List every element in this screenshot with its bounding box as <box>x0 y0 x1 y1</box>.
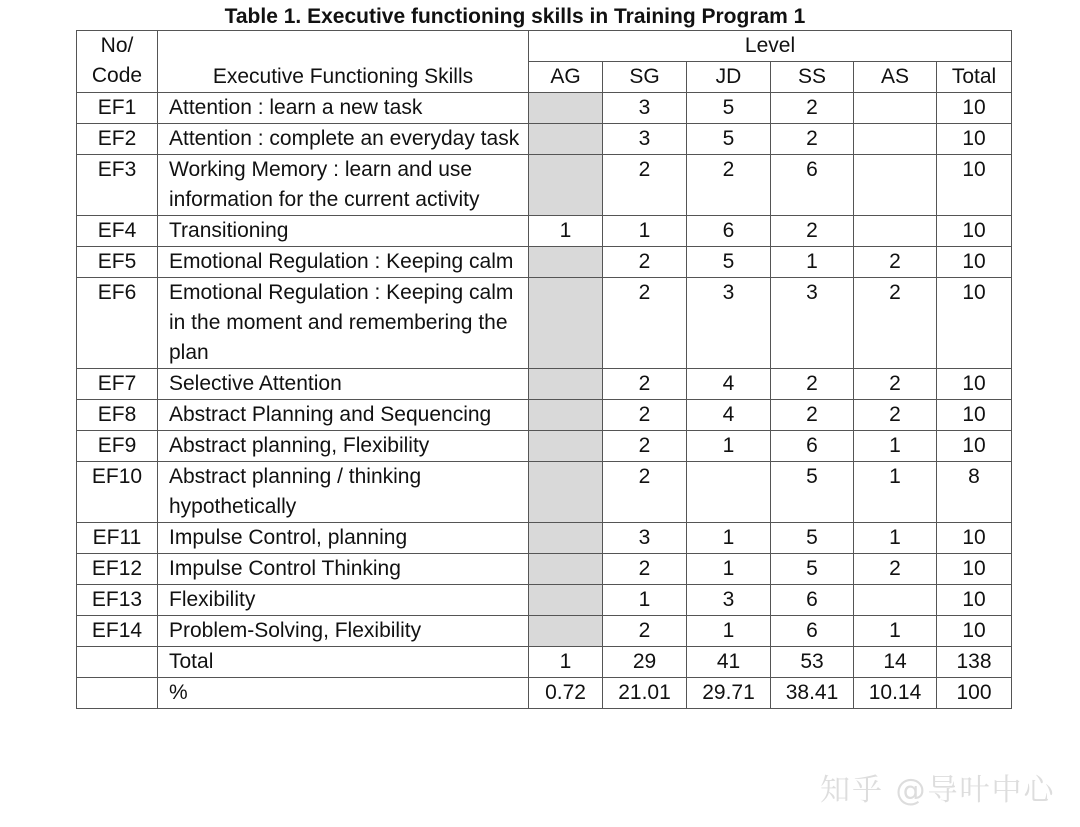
row-as-val <box>854 585 937 616</box>
row-as-val <box>854 216 937 247</box>
row-ag <box>529 400 603 431</box>
row-skill: Impulse Control, planning <box>158 523 529 554</box>
percent-jd: 29.71 <box>687 678 771 709</box>
row-total: 10 <box>937 124 1012 155</box>
row-sg: 2 <box>603 400 687 431</box>
row-as-val: 2 <box>854 247 937 278</box>
row-jd: 3 <box>687 585 771 616</box>
table-row <box>77 278 1012 369</box>
row-as-val: 1 <box>854 523 937 554</box>
table-row <box>77 523 1012 554</box>
total-row <box>77 647 1012 678</box>
header-col-ss: SS <box>771 62 854 93</box>
row-ss: 2 <box>771 216 854 247</box>
row-code: EF8 <box>77 400 158 431</box>
row-jd: 1 <box>687 616 771 647</box>
row-skill: Impulse Control Thinking <box>158 554 529 585</box>
row-skill: Attention : complete an everyday task <box>158 124 529 155</box>
row-ag <box>529 369 603 400</box>
row-ss: 3 <box>771 278 854 369</box>
total-label: Total <box>158 647 529 678</box>
row-as-val <box>854 124 937 155</box>
row-ag <box>529 93 603 124</box>
row-total: 10 <box>937 554 1012 585</box>
row-jd: 4 <box>687 369 771 400</box>
row-code: EF11 <box>77 523 158 554</box>
row-ss: 5 <box>771 554 854 585</box>
row-skill: Emotional Regulation : Keeping calm in the moment and remembering the plan <box>158 278 529 369</box>
table-row <box>77 216 1012 247</box>
row-jd: 1 <box>687 431 771 462</box>
total-jd: 41 <box>687 647 771 678</box>
header-col-jd: JD <box>687 62 771 93</box>
row-code: EF14 <box>77 616 158 647</box>
row-as-val: 2 <box>854 278 937 369</box>
row-code: EF13 <box>77 585 158 616</box>
row-jd: 5 <box>687 247 771 278</box>
row-ss: 2 <box>771 124 854 155</box>
row-total: 10 <box>937 155 1012 216</box>
row-ss: 2 <box>771 400 854 431</box>
row-jd: 2 <box>687 155 771 216</box>
row-code: EF5 <box>77 247 158 278</box>
row-total: 10 <box>937 216 1012 247</box>
row-skill: Working Memory : learn and use information for the current activity <box>158 155 529 216</box>
table-row <box>77 431 1012 462</box>
row-ss: 6 <box>771 431 854 462</box>
row-skill: Abstract planning / thinking hypothetically <box>158 462 529 523</box>
header-row-1 <box>77 31 1012 62</box>
header-code <box>77 31 158 93</box>
row-ss: 2 <box>771 369 854 400</box>
row-as-val <box>854 93 937 124</box>
table-row <box>77 124 1012 155</box>
row-sg: 2 <box>603 369 687 400</box>
row-jd <box>687 462 771 523</box>
row-ss: 2 <box>771 93 854 124</box>
row-jd: 6 <box>687 216 771 247</box>
row-total: 10 <box>937 247 1012 278</box>
row-ag <box>529 616 603 647</box>
row-code: EF12 <box>77 554 158 585</box>
row-ss: 6 <box>771 585 854 616</box>
row-code: EF2 <box>77 124 158 155</box>
row-as-val: 2 <box>854 400 937 431</box>
row-ss: 6 <box>771 155 854 216</box>
row-ag <box>529 462 603 523</box>
row-jd: 4 <box>687 400 771 431</box>
row-total: 10 <box>937 616 1012 647</box>
table-row <box>77 93 1012 124</box>
header-col-sg: SG <box>603 62 687 93</box>
row-ag <box>529 155 603 216</box>
row-total: 10 <box>937 431 1012 462</box>
row-code: EF9 <box>77 431 158 462</box>
header-col-ag: AG <box>529 62 603 93</box>
percent-ss: 38.41 <box>771 678 854 709</box>
total-ag: 1 <box>529 647 603 678</box>
row-ag <box>529 554 603 585</box>
row-sg: 2 <box>603 462 687 523</box>
row-ss: 5 <box>771 523 854 554</box>
row-sg: 3 <box>603 93 687 124</box>
header-col-total: Total <box>937 62 1012 93</box>
row-sg: 2 <box>603 431 687 462</box>
row-as-val: 2 <box>854 369 937 400</box>
row-ag <box>529 124 603 155</box>
header-code-line2: Code <box>91 64 143 87</box>
row-skill: Flexibility <box>158 585 529 616</box>
row-ag <box>529 431 603 462</box>
row-skill: Abstract Planning and Sequencing <box>158 400 529 431</box>
row-as-val: 1 <box>854 431 937 462</box>
header-level: Level <box>529 31 1012 62</box>
row-jd: 3 <box>687 278 771 369</box>
row-as-val: 1 <box>854 616 937 647</box>
row-sg: 2 <box>603 616 687 647</box>
row-sg: 1 <box>603 585 687 616</box>
row-ss: 1 <box>771 247 854 278</box>
row-skill: Attention : learn a new task <box>158 93 529 124</box>
table-row <box>77 369 1012 400</box>
table-row <box>77 585 1012 616</box>
row-sg: 3 <box>603 523 687 554</box>
table-row <box>77 554 1012 585</box>
row-ss: 6 <box>771 616 854 647</box>
total-total: 138 <box>937 647 1012 678</box>
percent-row <box>77 678 1012 709</box>
percent-ag: 0.72 <box>529 678 603 709</box>
row-skill: Problem-Solving, Flexibility <box>158 616 529 647</box>
row-code: EF10 <box>77 462 158 523</box>
row-skill: Abstract planning, Flexibility <box>158 431 529 462</box>
row-total: 10 <box>937 93 1012 124</box>
row-sg: 2 <box>603 554 687 585</box>
row-total: 10 <box>937 278 1012 369</box>
watermark: 知乎 @导叶中心 <box>820 773 1056 808</box>
row-ss: 5 <box>771 462 854 523</box>
row-as-val: 1 <box>854 462 937 523</box>
header-skill: Executive Functioning Skills <box>158 31 529 93</box>
table-body <box>77 93 1012 709</box>
row-skill: Selective Attention <box>158 369 529 400</box>
row-jd: 5 <box>687 93 771 124</box>
row-total: 10 <box>937 585 1012 616</box>
row-sg: 2 <box>603 278 687 369</box>
row-code: EF4 <box>77 216 158 247</box>
row-skill: Transitioning <box>158 216 529 247</box>
row-ag <box>529 247 603 278</box>
row-total: 8 <box>937 462 1012 523</box>
table-row <box>77 400 1012 431</box>
row-jd: 1 <box>687 523 771 554</box>
row-as-val <box>854 155 937 216</box>
row-sg: 1 <box>603 216 687 247</box>
row-code: EF6 <box>77 278 158 369</box>
row-as-val: 2 <box>854 554 937 585</box>
row-ag <box>529 585 603 616</box>
row-sg: 3 <box>603 124 687 155</box>
total-as: 14 <box>854 647 937 678</box>
row-skill: Emotional Regulation : Keeping calm <box>158 247 529 278</box>
total-code-cell <box>77 647 158 678</box>
table-row <box>77 462 1012 523</box>
row-jd: 5 <box>687 124 771 155</box>
row-jd: 1 <box>687 554 771 585</box>
row-code: EF7 <box>77 369 158 400</box>
row-total: 10 <box>937 523 1012 554</box>
total-ss: 53 <box>771 647 854 678</box>
row-sg: 2 <box>603 155 687 216</box>
row-code: EF1 <box>77 93 158 124</box>
percent-code-cell <box>77 678 158 709</box>
row-total: 10 <box>937 369 1012 400</box>
table-row <box>77 616 1012 647</box>
percent-label: % <box>158 678 529 709</box>
row-code: EF3 <box>77 155 158 216</box>
row-ag <box>529 523 603 554</box>
row-ag <box>529 278 603 369</box>
percent-total: 100 <box>937 678 1012 709</box>
table-caption: Table 1. Executive functioning skills in Training Program 1 <box>224 5 806 28</box>
percent-as: 10.14 <box>854 678 937 709</box>
header-col-as: AS <box>854 62 937 93</box>
table-row <box>77 155 1012 216</box>
total-sg: 29 <box>603 647 687 678</box>
table-row <box>77 247 1012 278</box>
header-code-line1: No/ <box>100 34 134 57</box>
executive-functioning-table <box>76 30 1012 709</box>
row-ag: 1 <box>529 216 603 247</box>
row-total: 10 <box>937 400 1012 431</box>
row-sg: 2 <box>603 247 687 278</box>
percent-sg: 21.01 <box>603 678 687 709</box>
